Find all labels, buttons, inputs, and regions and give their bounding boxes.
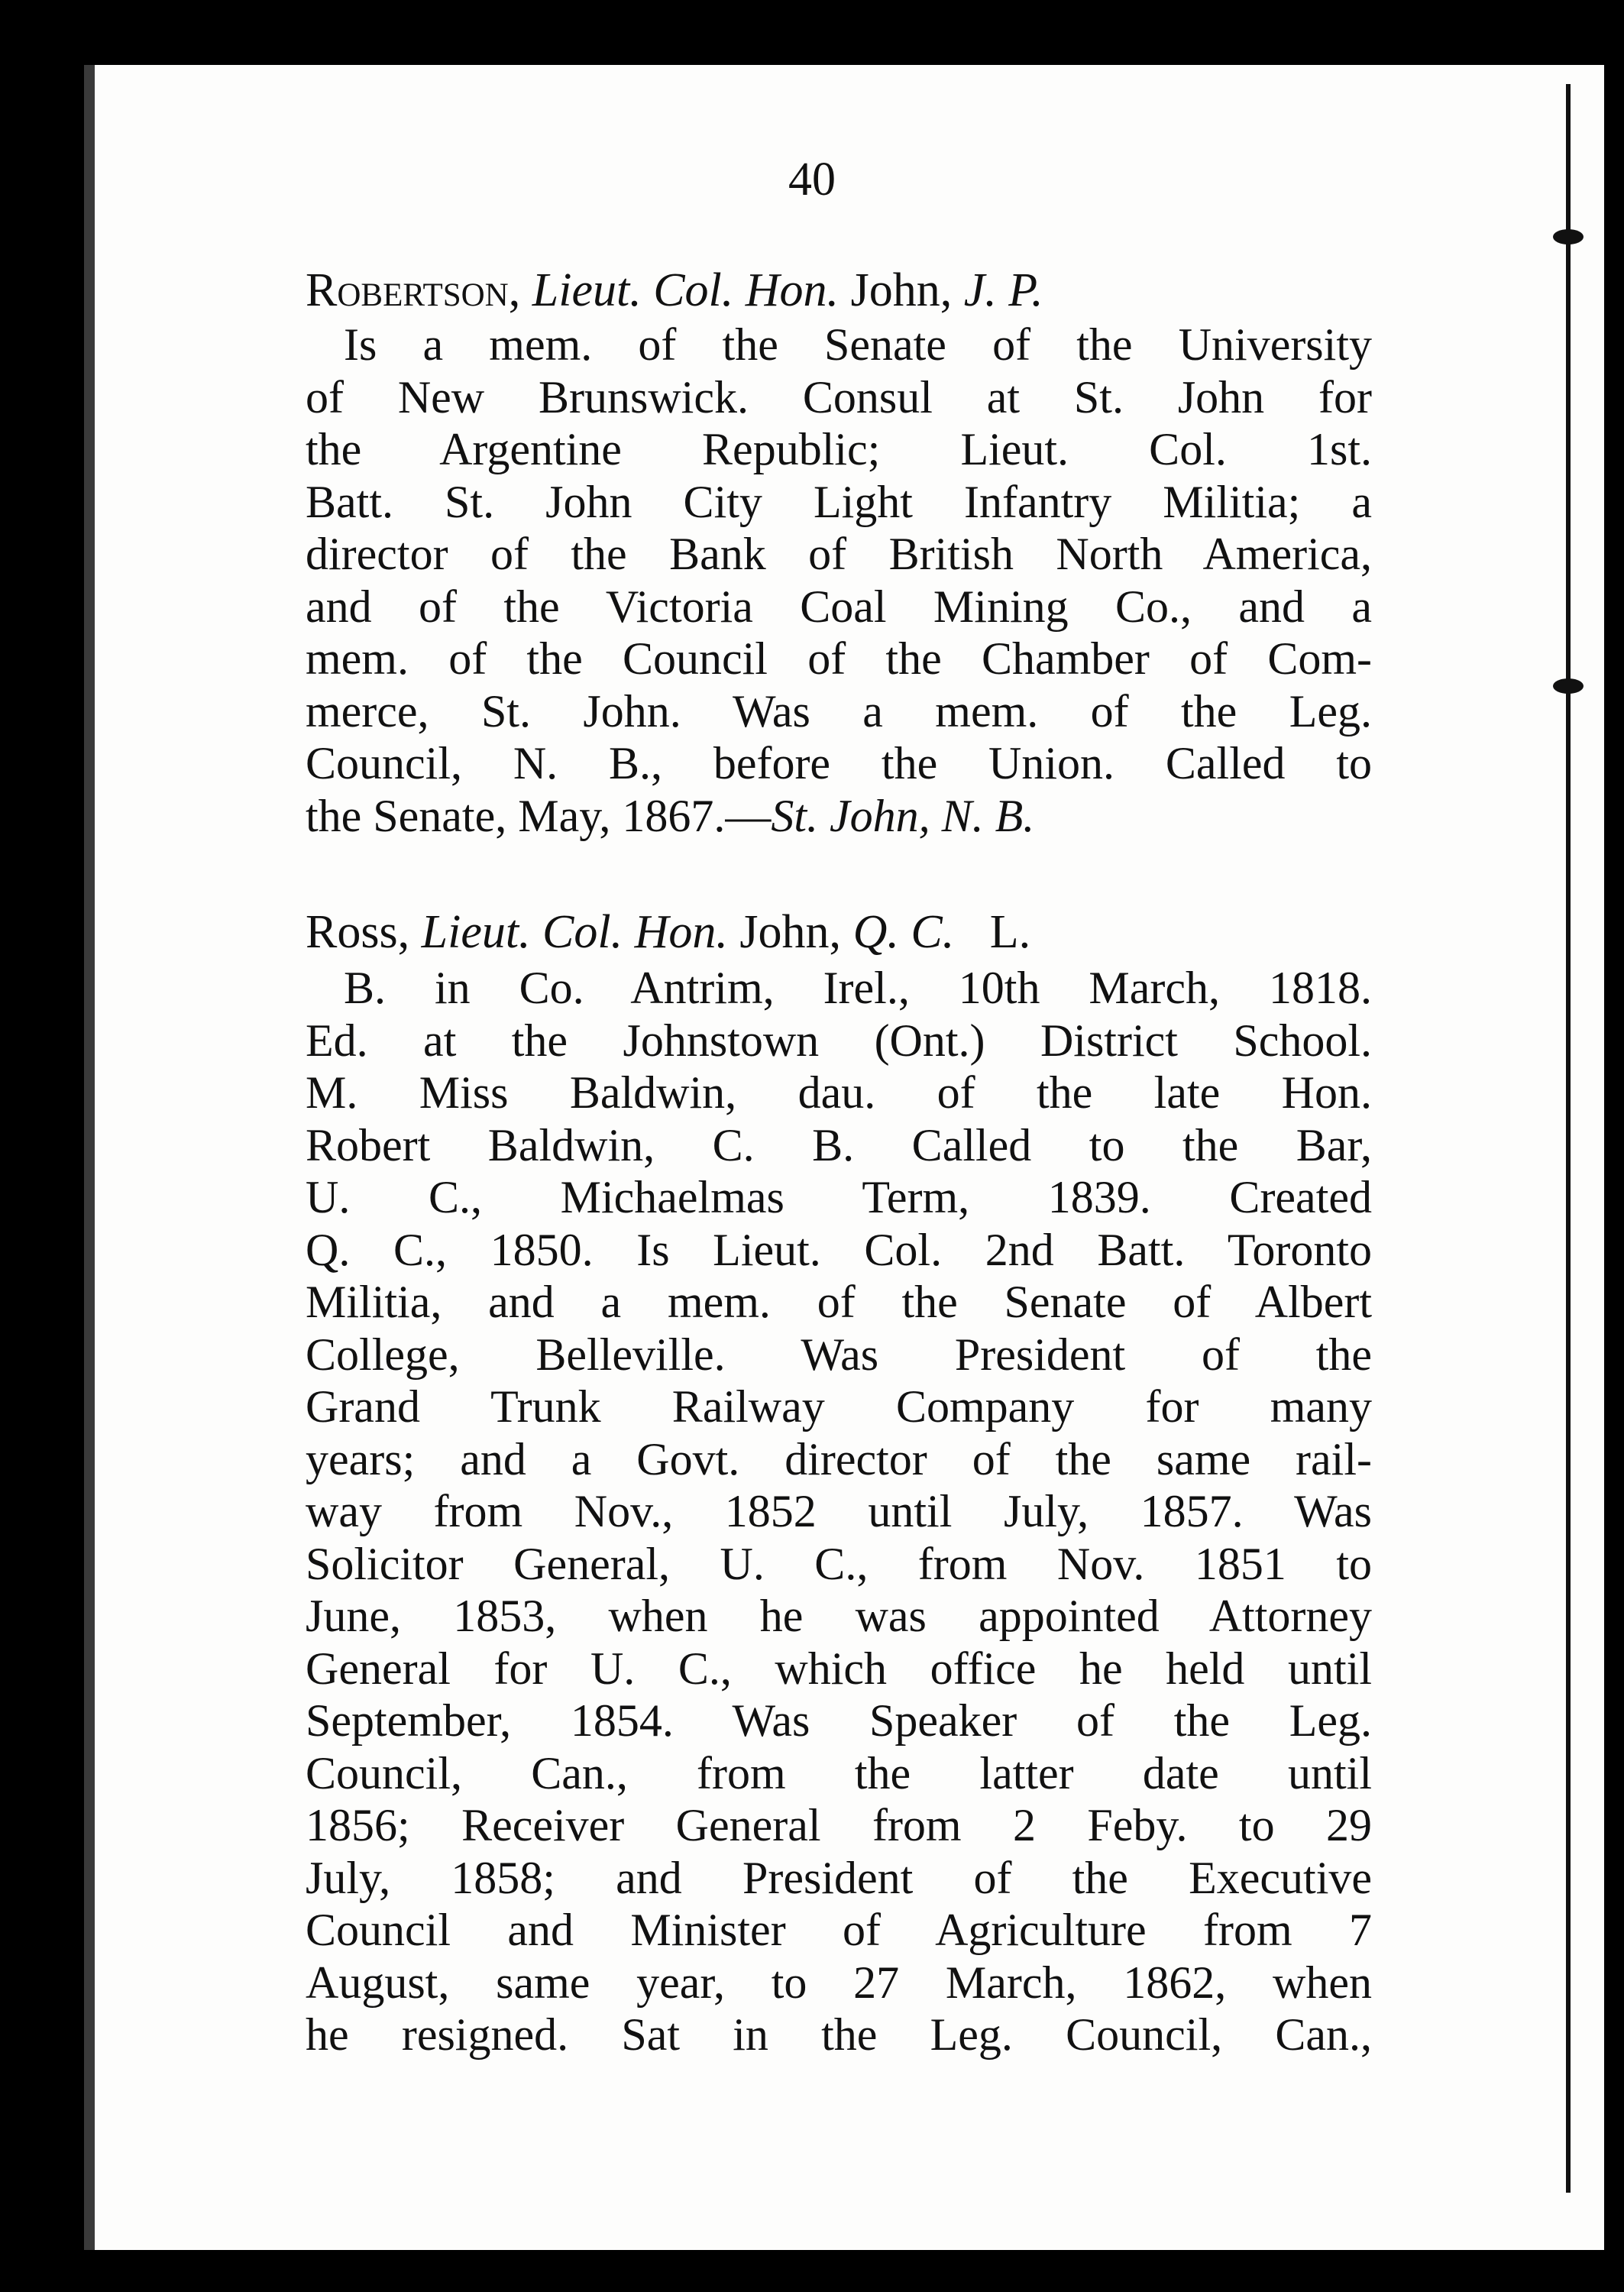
entry-line: Solicitor General, U. C., from Nov. 1851 to	[306, 1538, 1372, 1589]
entry-line: director of the Bank of British North America,	[306, 529, 1372, 579]
entry-title: Lieut. Col. Hon.	[421, 906, 728, 958]
entry-line: September, 1854. Was Speaker of the Leg.	[306, 1695, 1372, 1746]
entry-line: August, same year, to 27 March, 1862, when	[306, 1957, 1372, 2008]
entry-line	[306, 790, 1372, 843]
entry-line: Council, Can., from the latter date until	[306, 1747, 1372, 1798]
entry-heading	[306, 905, 1372, 959]
entry-line: Council, N. B., before the Union. Called to	[306, 738, 1372, 788]
entry-line: of New Brunswick. Consul at St. John for	[306, 371, 1372, 422]
entry-given-name: John,	[850, 264, 953, 316]
entry-heading	[306, 264, 1372, 317]
entry-line: General for U. C., which office he held until	[306, 1643, 1372, 1694]
entry-line: June, 1853, when he was appointed Attorney	[306, 1591, 1372, 1641]
entry-line: mem. of the Council of the Chamber of Com-	[306, 633, 1372, 684]
page-edge	[1566, 84, 1571, 2193]
entry-line: College, Belleville. Was President of the	[306, 1329, 1372, 1380]
entry-given-name: John,	[739, 906, 842, 958]
entry-surname: Robertson,	[306, 264, 521, 316]
entry-robertson	[306, 264, 1372, 842]
edge-mark	[1553, 229, 1584, 244]
entry-suffix-extra: L.	[989, 906, 1031, 958]
entry-line: he resigned. Sat in the Leg. Council, Can.,	[306, 2009, 1372, 2060]
entry-line: Q. C., 1850. Is Lieut. Col. 2nd Batt. Toronto	[306, 1224, 1372, 1275]
entry-line: 1856; Receiver General from 2 Feby. to 29	[306, 1800, 1372, 1850]
entry-suffix: Q. C.	[852, 906, 955, 958]
entry-suffix: J. P.	[963, 264, 1043, 316]
entry-line: Militia, and a mem. of the Senate of Albert	[306, 1277, 1372, 1327]
entry-line: years; and a Govt. director of the same rail-	[306, 1433, 1372, 1484]
entry-line: Robert Baldwin, C. B. Called to the Bar,	[306, 1119, 1372, 1170]
entry-closing-text: the Senate, May, 1867.—	[306, 790, 772, 841]
entry-line: Batt. St. John City Light Infantry Militia; a	[306, 476, 1372, 527]
entry-line: U. C., Michaelmas Term, 1839. Created	[306, 1172, 1372, 1222]
entry-line: Is a mem. of the Senate of the University	[344, 319, 1372, 370]
entry-surname: Ross,	[306, 906, 410, 958]
page-number: 40	[788, 154, 836, 206]
edge-mark	[1553, 678, 1584, 694]
entry-line: and of the Victoria Coal Mining Co., and a	[306, 581, 1372, 632]
entry-line: way from Nov., 1852 until July, 1857. Was	[306, 1486, 1372, 1536]
entry-line: merce, St. John. Was a mem. of the Leg.	[306, 685, 1372, 736]
entry-line: Council and Minister of Agriculture from 7	[306, 1905, 1372, 1955]
entry-line: July, 1858; and President of the Executive	[306, 1852, 1372, 1903]
entry-ross	[306, 905, 1372, 2061]
entry-line: Ed. at the Johnstown (Ont.) District School.	[306, 1015, 1372, 1066]
entry-location: St. John, N. B.	[771, 790, 1035, 841]
entry-title: Lieut. Col. Hon.	[532, 264, 839, 316]
entry-line: Grand Trunk Railway Company for many	[306, 1381, 1372, 1432]
entry-line: the Argentine Republic; Lieut. Col. 1st.	[306, 424, 1372, 474]
entry-line: M. Miss Baldwin, dau. of the late Hon.	[306, 1067, 1372, 1118]
entry-line: B. in Co. Antrim, Irel., 10th March, 1818.	[344, 963, 1372, 1013]
